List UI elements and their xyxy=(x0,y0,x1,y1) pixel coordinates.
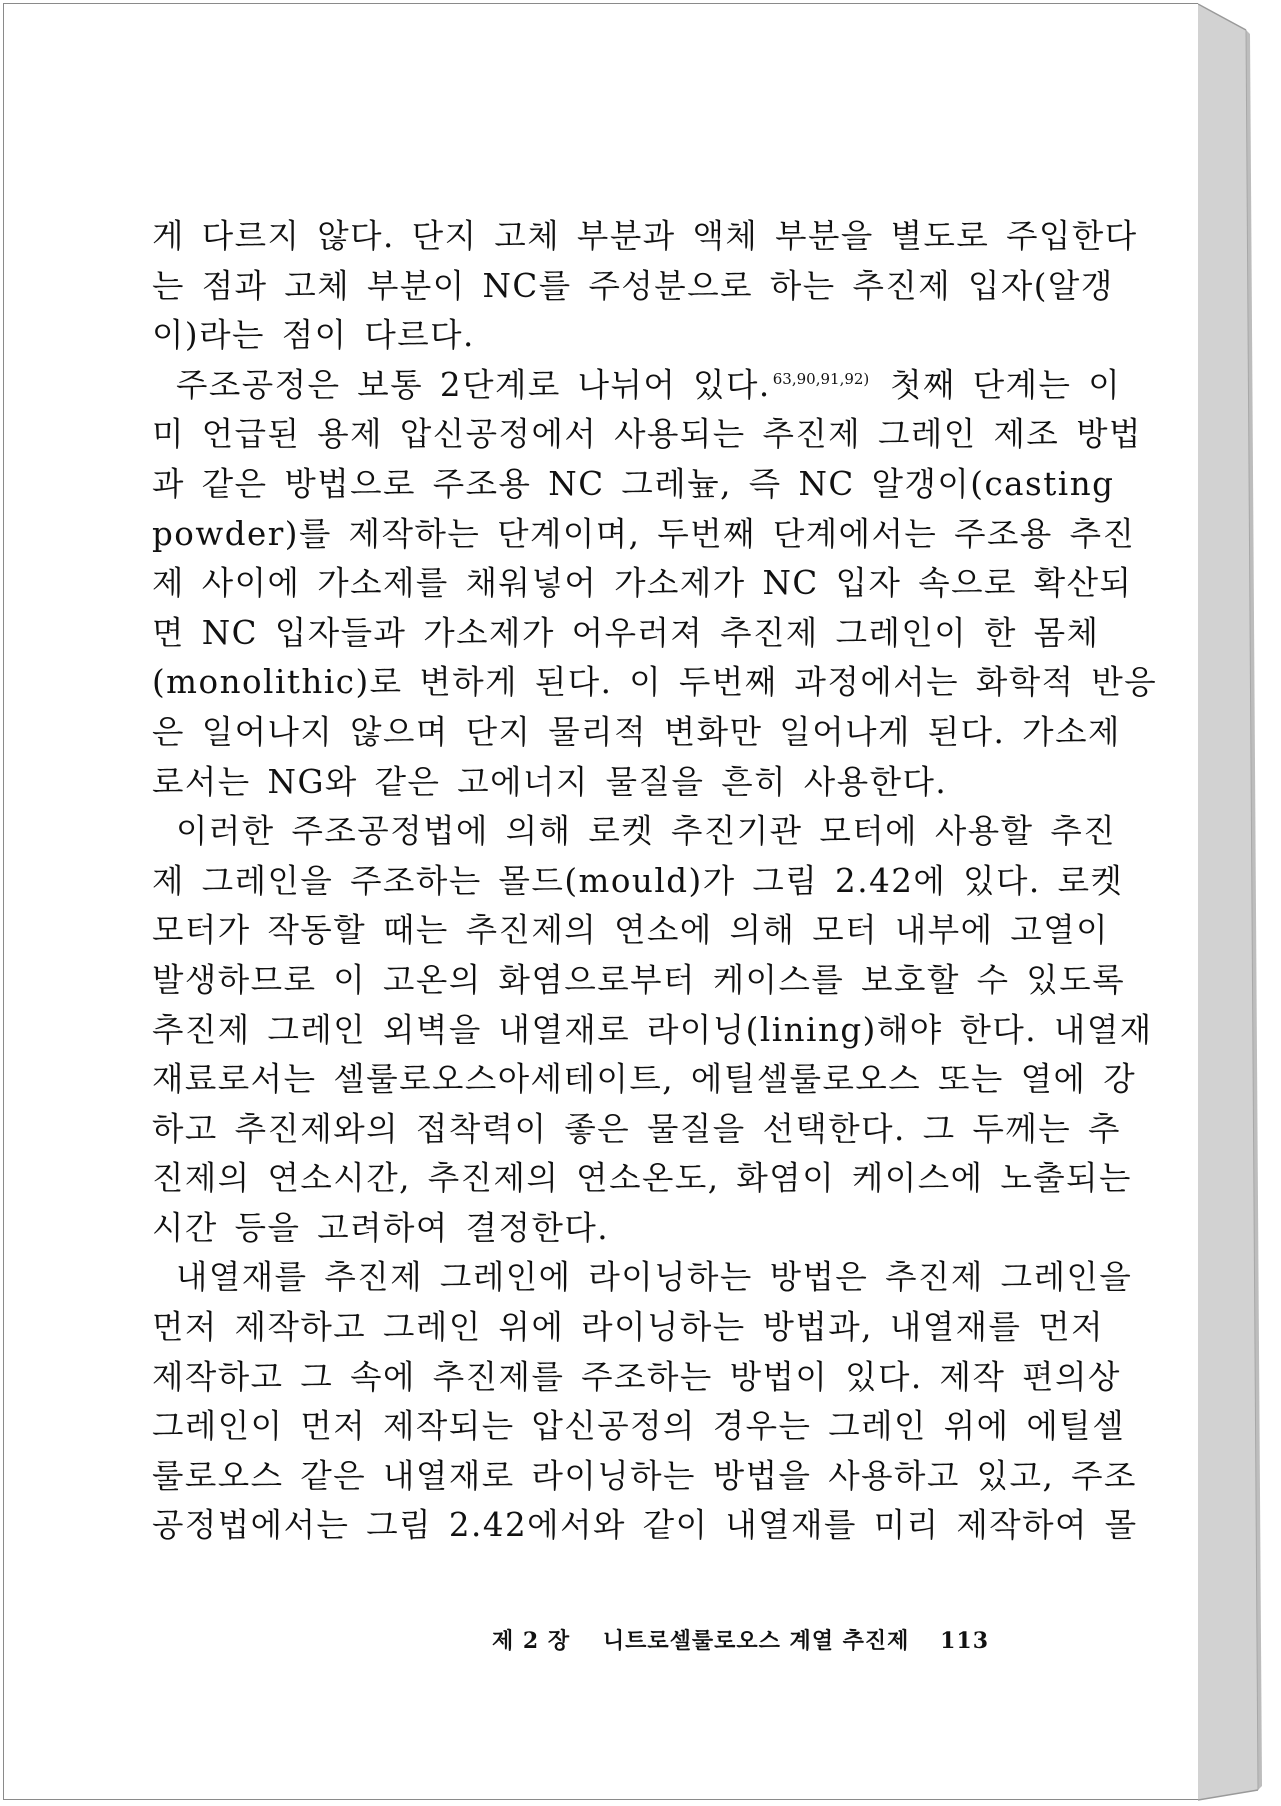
text-line xyxy=(152,1204,1050,1254)
text-line xyxy=(152,311,1050,361)
line-text: 발생하므로 이 고온의 화염으로부터 케이스를 보호할 수 있도록 xyxy=(152,960,1126,999)
running-footer xyxy=(492,1624,1052,1655)
text-line xyxy=(152,262,1114,312)
text-line xyxy=(152,758,1050,808)
text-line xyxy=(152,1154,1132,1204)
line-text: 내열재를 추진제 그레인에 라이닝하는 방법은 추진제 그레인을 xyxy=(176,1258,1133,1297)
line-text: 하고 추진제와의 접착력이 좋은 물질을 선택한다. 그 두께는 추 xyxy=(152,1109,1121,1148)
line-text: 미 언급된 용제 압신공정에서 사용되는 추진제 그레인 제조 방법 xyxy=(152,415,1142,454)
text-line xyxy=(152,609,1100,659)
line-text: 그레인이 먼저 제작되는 압신공정의 경우는 그레인 위에 에틸셀 xyxy=(152,1407,1126,1446)
line-text: 면 NC 입자들과 가소제가 어우러져 추진제 그레인이 한 몸체 xyxy=(152,613,1100,652)
line-text: 게 다르지 않다. 단지 고체 부분과 액체 부분을 별도로 주입한다 xyxy=(152,217,1138,255)
text-line xyxy=(152,1402,1126,1452)
line-text: 이러한 주조공정법에 의해 로켓 추진기관 모터에 사용할 추진 xyxy=(176,812,1117,851)
text-line xyxy=(152,510,1136,560)
body-text xyxy=(152,212,1158,1551)
text-line xyxy=(152,1353,1121,1403)
line-text: powder)를 제작하는 단계이며, 두번째 단계에서는 주조용 추진 xyxy=(152,514,1136,553)
line-text: 추진제 그레인 외벽을 내열재로 라이닝(lining)해야 한다. 내열재 xyxy=(152,1010,1153,1049)
line-text: 진제의 연소시간, 추진제의 연소온도, 화염이 케이스에 노출되는 xyxy=(152,1159,1132,1198)
line-text: 룰로오스 같은 내열재로 라이닝하는 방법을 사용하고 있고, 주조 xyxy=(152,1456,1137,1495)
text-line xyxy=(152,410,1142,460)
line-text: 재료로서는 셀룰로오스아세테이트, 에틸셀룰로오스 또는 열에 강 xyxy=(152,1060,1137,1099)
text-line xyxy=(152,212,1138,262)
text-line xyxy=(152,361,1122,411)
line-text: 먼저 제작하고 그레인 위에 라이닝하는 방법과, 내열재를 먼저 xyxy=(152,1308,1105,1347)
paragraph xyxy=(152,1253,1138,1551)
line-text: 이)라는 점이 다르다. xyxy=(152,316,475,355)
line-text: 공정법에서는 그림 2.42에서와 같이 내열재를 미리 제작하여 몰 xyxy=(152,1506,1138,1545)
text-line xyxy=(152,807,1117,857)
line-text: 과 같은 방법으로 주조용 NC 그레늎, 즉 NC 알갱이(casting xyxy=(152,464,1115,503)
text-line xyxy=(152,857,1124,907)
line-text: 은 일어나지 않으며 단지 물리적 변화만 일어나게 된다. 가소제 xyxy=(152,712,1121,751)
line-text: (monolithic)로 변하게 된다. 이 두번째 과정에서는 화학적 반응 xyxy=(152,663,1158,702)
line-text: 시간 등을 고려하여 결정한다. xyxy=(152,1208,610,1247)
text-line xyxy=(152,708,1121,758)
text-line xyxy=(152,1055,1137,1105)
text-line xyxy=(152,956,1126,1006)
text-line xyxy=(152,1303,1105,1353)
line-text: 제작하고 그 속에 추진제를 주조하는 방법이 있다. 제작 편의상 xyxy=(152,1357,1121,1396)
footer-chapter: 제 2 장 xyxy=(492,1628,571,1654)
text-line xyxy=(152,1452,1137,1502)
text-line xyxy=(152,1006,1153,1056)
book-edge-graphic xyxy=(1198,0,1281,1806)
line-text: 제 사이에 가소제를 채워넣어 가소제가 NC 입자 속으로 확산되 xyxy=(152,564,1133,603)
text-line xyxy=(152,1501,1138,1551)
line-text-continued: 첫째 단계는 이 xyxy=(873,365,1122,404)
paragraph xyxy=(152,212,1138,361)
line-text: 주조공정은 보통 2단계로 나뉘어 있다. xyxy=(176,365,771,404)
line-text: 모터가 작동할 때는 추진제의 연소에 의해 모터 내부에 고열이 xyxy=(152,911,1110,950)
line-text: 로서는 NG와 같은 고에너지 물질을 흔히 사용한다. xyxy=(152,762,948,801)
paragraph xyxy=(152,361,1158,807)
paragraph xyxy=(152,807,1153,1253)
text-line xyxy=(152,1105,1121,1155)
text-line xyxy=(152,658,1158,708)
text-line xyxy=(152,1253,1133,1303)
page-number: 113 xyxy=(940,1628,990,1654)
text-line xyxy=(152,559,1133,609)
text-line xyxy=(152,460,1115,510)
text-line xyxy=(152,906,1110,956)
citation-superscript: 63,90,91,92) xyxy=(772,369,870,388)
book-edge xyxy=(1198,0,1281,1806)
line-text: 제 그레인을 주조하는 몰드(mould)가 그림 2.42에 있다. 로켓 xyxy=(152,861,1124,900)
line-text: 는 점과 고체 부분이 NC를 주성분으로 하는 추진제 입자(알갱 xyxy=(152,266,1114,305)
footer-title: 니트로셀룰로오스 계열 추진제 xyxy=(602,1628,910,1654)
